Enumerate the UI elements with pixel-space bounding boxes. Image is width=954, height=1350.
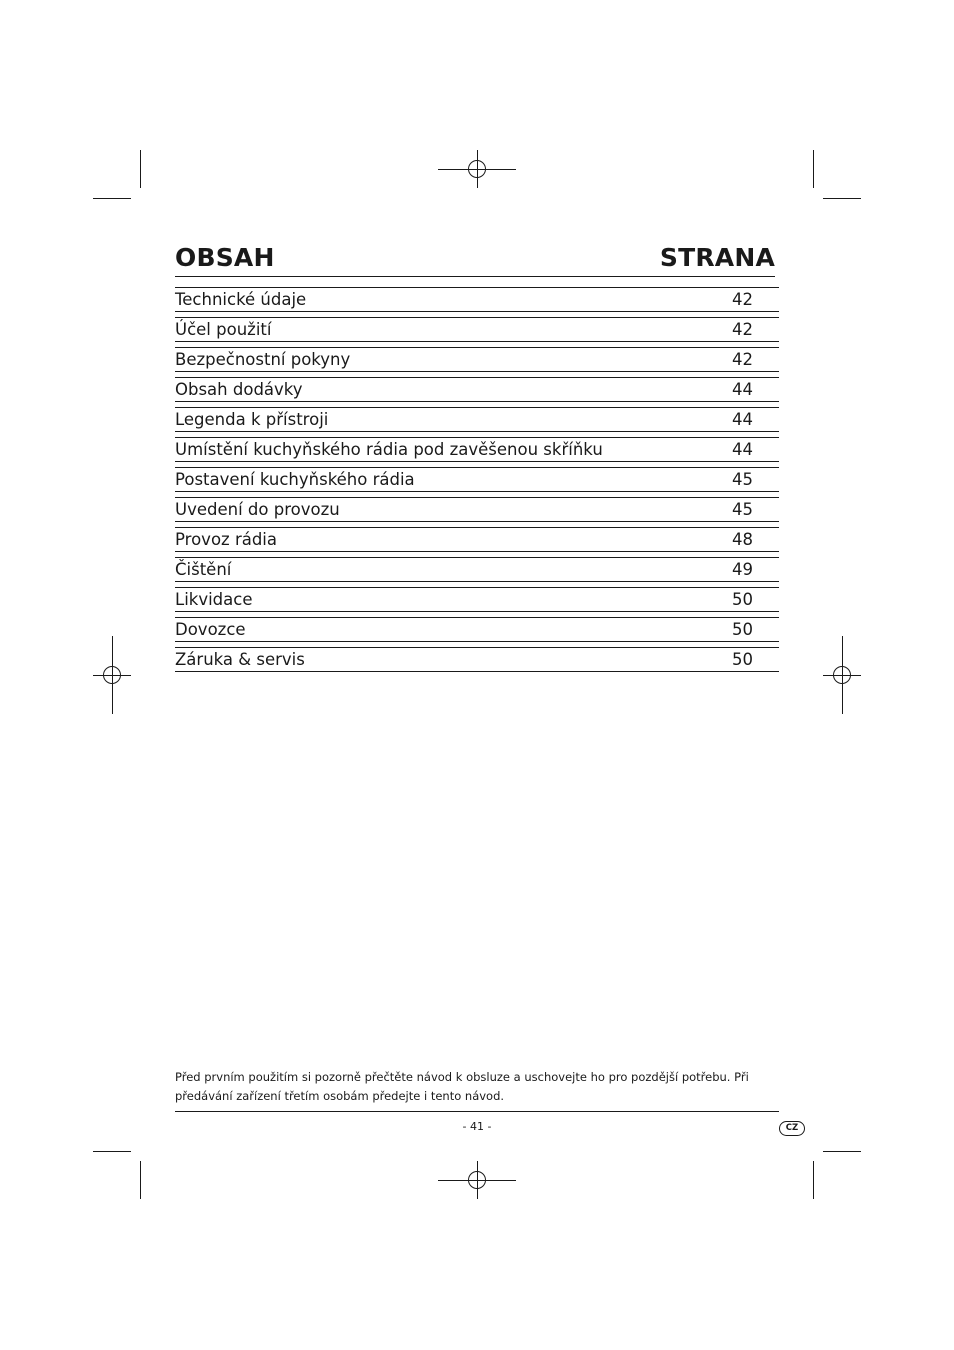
toc-row <box>175 497 779 522</box>
toc-entry-title: Obsah dodávky <box>175 380 303 399</box>
page-heading: STRANA <box>659 243 775 272</box>
toc-row <box>175 617 779 642</box>
toc-entry-title: Postavení kuchyňského rádia <box>175 470 415 489</box>
toc-entry-title: Umístění kuchyňského rádia pod zavěšenou skříňku <box>175 440 603 459</box>
toc-entry-page: 49 <box>732 560 753 579</box>
toc-entry-page: 50 <box>732 620 753 639</box>
toc-entry-title: Likvidace <box>175 590 253 609</box>
toc-entry-title: Čištění <box>175 560 232 579</box>
crop-mark <box>813 150 814 188</box>
toc-row <box>175 347 779 372</box>
toc-row <box>175 377 779 402</box>
crop-mark <box>823 198 861 199</box>
toc-entry-page: 42 <box>732 290 753 309</box>
toc-entry-title: Dovozce <box>175 620 246 639</box>
crop-mark <box>140 1161 141 1199</box>
toc-entry-title: Účel použití <box>175 320 272 339</box>
crop-mark <box>813 1161 814 1199</box>
crop-mark <box>93 198 131 199</box>
language-badge: CZ <box>779 1121 805 1136</box>
toc-row <box>175 647 779 672</box>
toc-row <box>175 437 779 462</box>
toc-row <box>175 287 779 312</box>
crop-mark <box>140 150 141 188</box>
toc-entry-title: Uvedení do provozu <box>175 500 340 519</box>
toc-row <box>175 467 779 492</box>
toc-entry-page: 44 <box>732 380 753 399</box>
toc-entry-title: Záruka & servis <box>175 650 305 669</box>
toc-row <box>175 317 779 342</box>
contents-heading: OBSAH <box>175 243 275 272</box>
toc-entry-title: Legenda k přístroji <box>175 410 329 429</box>
toc-entry-page: 42 <box>732 350 753 369</box>
toc-entry-title: Provoz rádia <box>175 530 278 549</box>
table-of-contents <box>175 287 779 677</box>
footer-rule <box>175 1111 779 1112</box>
toc-entry-page: 50 <box>732 650 753 669</box>
page-number: - 41 - <box>462 1120 492 1133</box>
footnote: Před prvním použitím si pozorně přečtěte návod k obsluze a uschovejte ho pro pozdější potřebu. Při předávání zařízení třetím osobám předejte i tento návod. <box>175 1070 749 1103</box>
toc-entry-page: 50 <box>732 590 753 609</box>
toc-row <box>175 587 779 612</box>
toc-entry-page: 45 <box>732 500 753 519</box>
toc-entry-page: 44 <box>732 410 753 429</box>
crop-mark <box>93 1151 131 1152</box>
toc-row <box>175 527 779 552</box>
toc-entry-page: 45 <box>732 470 753 489</box>
toc-entry-page: 42 <box>732 320 753 339</box>
crop-mark <box>823 1151 861 1152</box>
toc-entry-title: Bezpečnostní pokyny <box>175 350 351 369</box>
toc-row <box>175 557 779 582</box>
toc-entry-page: 44 <box>732 440 753 459</box>
toc-header <box>175 240 775 277</box>
toc-entry-page: 48 <box>732 530 753 549</box>
toc-row <box>175 407 779 432</box>
toc-entry-title: Technické údaje <box>175 290 307 309</box>
